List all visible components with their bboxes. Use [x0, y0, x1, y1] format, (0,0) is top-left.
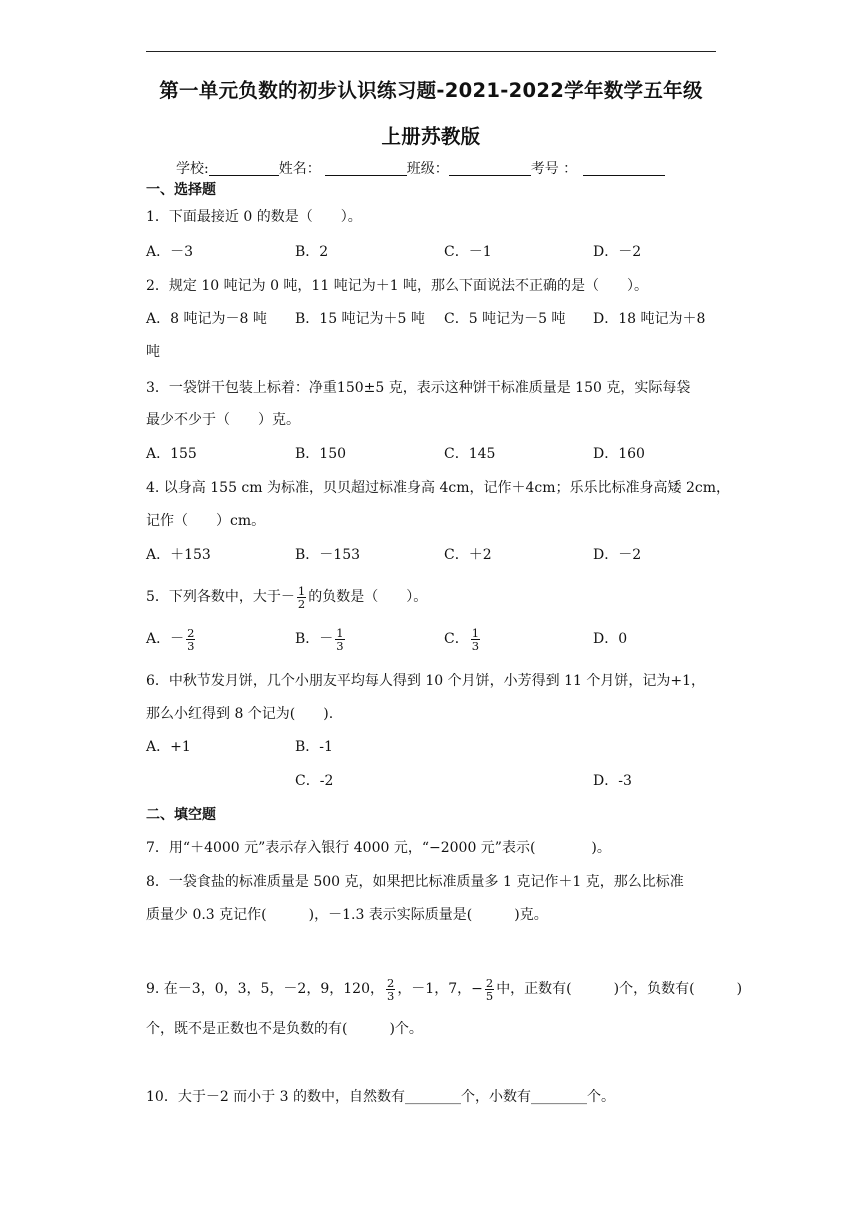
title-line-1: 第一单元负数的初步认识练习题-2021-2022学年数学五年级	[159, 79, 703, 102]
q6-option-c[interactable]: C．-2	[295, 773, 334, 789]
school-blank[interactable]	[209, 159, 279, 176]
q9-suffix: 中，正数有( )个，负数有( )	[496, 981, 743, 997]
q9-fraction-2	[485, 977, 494, 1002]
q5-frac-den: 2	[297, 596, 306, 611]
q1-option-d[interactable]: D．－2	[593, 244, 642, 260]
q6-option-d[interactable]: D．-3	[593, 773, 632, 789]
question-10: 10．大于－2 而小于 3 的数中，自然数有________个，小数有________个。	[146, 1089, 615, 1105]
q5-b-fraction	[335, 627, 344, 652]
q3-option-a[interactable]: A．155	[146, 446, 197, 462]
question-8-line-1: 8．一袋食盐的标准质量是 500 克，如果把比标准质量多 1 克记作＋1 克，那么比标准	[146, 874, 684, 890]
name-label: 姓名：	[278, 161, 321, 177]
question-8-line-2: 质量少 0.3 克记作( )，－1.3 表示实际质量是( )克。	[146, 907, 548, 923]
q5-option-c[interactable]	[444, 626, 482, 652]
question-4-line-2: 记作（ ）cm。	[146, 513, 266, 529]
q9-f2-den: 5	[485, 988, 494, 1003]
class-label: 班级：	[406, 161, 449, 177]
q5-a-label: A．－	[146, 631, 185, 647]
question-2: 2．规定 10 吨记为 0 吨，11 吨记为＋1 吨，那么下面说法不正确的是（ ）。	[146, 278, 649, 294]
q5-b-num: 1	[336, 625, 344, 640]
class-blank[interactable]	[449, 159, 531, 176]
name-blank[interactable]	[325, 159, 407, 176]
question-7: 7．用“＋4000 元”表示存入银行 4000 元，“−2000 元”表示( )。	[146, 840, 611, 856]
q2-option-d-wrap: 吨	[146, 344, 160, 360]
q5-a-num: 2	[187, 625, 195, 640]
question-1: 1．下面最接近 0 的数是（ ）。	[146, 209, 362, 225]
question-4-line-1: 4. 以身高 155 cm 为标准，贝贝超过标准身高 4cm，记作＋4cm；乐乐比标准身高矮 2cm，	[146, 480, 730, 496]
q5-c-den: 3	[471, 638, 480, 653]
q9-fraction-1	[386, 977, 395, 1002]
q5-c-label: C．	[444, 631, 469, 647]
question-6-line-2: 那么小红得到 8 个记为( ).	[146, 706, 334, 722]
q9-f2-num: 2	[485, 975, 494, 990]
q5-option-b[interactable]	[295, 626, 347, 652]
q4-option-d[interactable]: D．－2	[593, 547, 642, 563]
q4-option-b[interactable]: B．－153	[295, 547, 361, 563]
q4-option-c[interactable]: C．＋2	[444, 547, 492, 563]
q5-c-num: 1	[471, 625, 480, 640]
q2-option-a[interactable]: A．8 吨记为－8 吨	[146, 311, 267, 327]
q4-option-a[interactable]: A．＋153	[146, 547, 211, 563]
question-5	[146, 584, 427, 610]
q3-option-c[interactable]: C．145	[444, 446, 496, 462]
header-rule	[146, 51, 716, 52]
q9-f1-den: 3	[386, 988, 395, 1003]
q1-option-c[interactable]: C．－1	[444, 244, 492, 260]
q9-f1-num: 2	[386, 975, 395, 990]
q9-middle: ，－1，7，−	[397, 981, 483, 997]
student-info-row	[176, 159, 665, 179]
question-9-line-2: 个，既不是正数也不是负数的有( )个。	[146, 1021, 423, 1037]
section-choice: 一、选择题	[146, 182, 216, 198]
q5-option-d[interactable]: D．0	[593, 631, 628, 647]
q5-fraction	[297, 585, 306, 610]
q5-option-a[interactable]	[146, 626, 197, 652]
q9-prefix: 9. 在－3，0，3，5，－2，9，120，	[146, 981, 384, 997]
q5-frac-num: 1	[297, 583, 306, 598]
question-9-line-1	[146, 975, 742, 1003]
q5-b-den: 3	[336, 638, 344, 653]
exam-no-label: 考号 ：	[530, 161, 578, 177]
title-line-2: 上册苏教版	[381, 125, 481, 148]
q5-b-label: B．－	[295, 631, 334, 647]
q5-c-fraction	[471, 627, 480, 652]
q6-option-a[interactable]: A．+1	[146, 739, 191, 755]
q5-a-fraction	[186, 627, 195, 652]
q3-option-b[interactable]: B．150	[295, 446, 347, 462]
q1-option-b[interactable]: B．2	[295, 244, 329, 260]
exam-no-blank[interactable]	[583, 159, 665, 176]
question-3-line-2: 最少不少于（ ）克。	[146, 412, 300, 428]
q5-prefix: 5．下列各数中，大于－	[146, 589, 295, 605]
q1-option-a[interactable]: A．－3	[146, 244, 194, 260]
section-fill: 二、填空题	[146, 807, 216, 823]
q2-option-c[interactable]: C．5 吨记为－5 吨	[444, 311, 566, 327]
question-6-line-1: 6．中秋节发月饼，几个小朋友平均每人得到 10 个月饼，小芳得到 11 个月饼，记为+1，	[146, 673, 705, 689]
q2-option-b[interactable]: B．15 吨记为＋5 吨	[295, 311, 425, 327]
q6-option-b[interactable]: B．-1	[295, 739, 333, 755]
q3-option-d[interactable]: D．160	[593, 446, 645, 462]
q2-option-d[interactable]: D．18 吨记为＋8	[593, 311, 706, 327]
question-3-line-1: 3．一袋饼干包装上标着：净重150±5 克，表示这种饼干标准质量是 150 克，实际每袋	[146, 380, 691, 396]
school-label: 学校:	[176, 161, 209, 177]
q5-suffix: 的负数是（ ）。	[308, 589, 428, 605]
q5-a-den: 3	[187, 638, 195, 653]
